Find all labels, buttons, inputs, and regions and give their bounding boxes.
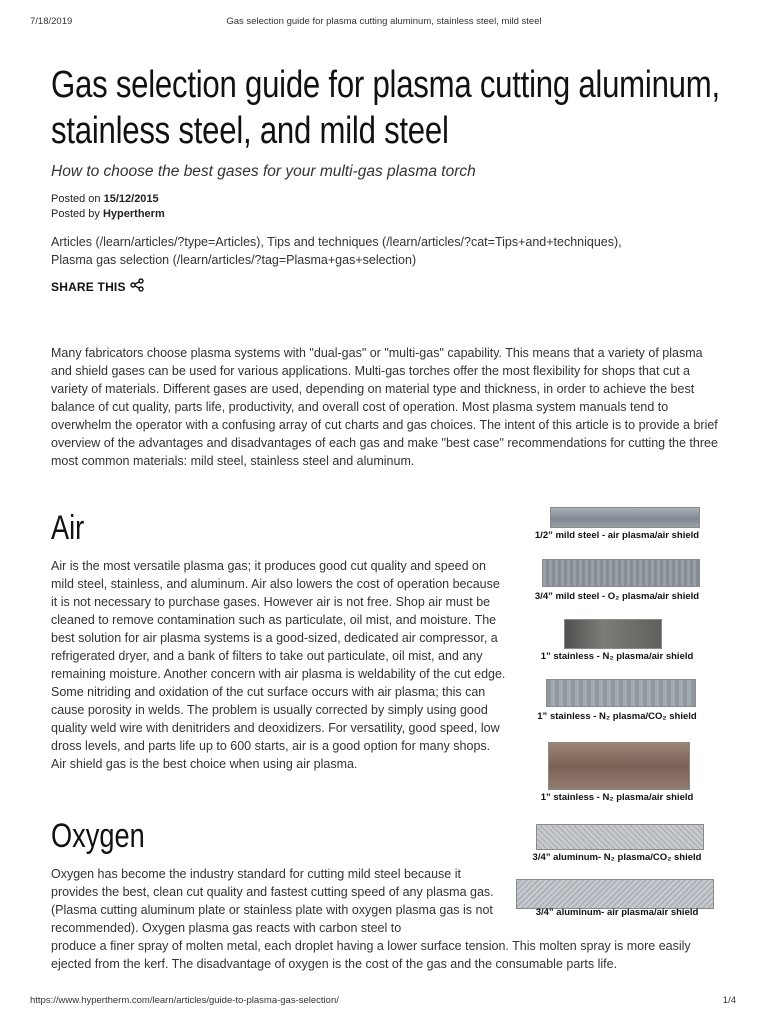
tags-line-2[interactable]: Plasma gas selection (/learn/articles/?tag=Plasma+gas+selection) xyxy=(51,253,417,267)
air-heading: Air xyxy=(51,509,85,547)
cut-sample-caption: 1” stainless - N₂ plasma/air shield xyxy=(540,792,694,803)
oxygen-paragraph-part-1: Oxygen has become the industry standard for cutting mild steel because it provides the best, clean cut quality and fastest cutting speed of any plasma gas. (Plasma cutting aluminum plate or stainless plate with oxygen plasma gas is not recommended). Oxygen plasma gas reacts with carbon steel to xyxy=(51,867,494,935)
posted-on xyxy=(51,192,165,207)
cut-sample-caption: 3/4” aluminum- air plasma/air shield xyxy=(535,907,699,918)
share-icon xyxy=(130,278,144,295)
article-subtitle: How to choose the best gases for your multi-gas plasma torch xyxy=(51,163,476,180)
cut-sample-caption: 3/4” aluminum- N₂ plasma/CO₂ shield xyxy=(532,852,702,863)
oxygen-paragraph-part-2: produce a finer spray of molten metal, each droplet having a lower surface tension. This molten spray is more easily ejected from the kerf. The disadvantage of oxygen is the cost of the gas and the consumable parts life. xyxy=(51,939,691,971)
cut-sample-caption: 1/2” mild steel - air plasma/air shield xyxy=(534,530,700,541)
cut-sample-caption: 1” stainless - N₂ plasma/air shield xyxy=(540,651,694,662)
print-date: 7/18/2019 xyxy=(30,16,73,27)
page-number: 1/4 xyxy=(722,995,736,1006)
print-header xyxy=(0,16,768,30)
cut-sample-photo xyxy=(550,507,700,528)
share-label: SHARE THIS xyxy=(51,279,126,294)
cut-sample-photo xyxy=(546,679,696,707)
posted-by-label: Posted by xyxy=(51,208,100,220)
cut-sample-caption: 3/4” mild steel - O₂ plasma/air shield xyxy=(534,591,700,602)
share-button[interactable] xyxy=(51,278,144,295)
posted-by-author[interactable]: Hypertherm xyxy=(102,208,165,220)
intro-paragraph: Many fabricators choose plasma systems with "dual-gas" or "multi-gas" capability. This means that a variety of plasma and shield gases can be used for various applications. Multi-gas torches offer the most flexibility for shops that cut a variety of materials. Different gases are used, depending on material type and thickness, in order to achieve the best balance of cut quality, parts life, productivity, and overall cost of operation. Most plasma system manuals tend to overwhelm the operator with a confusing array of cut charts and gas choices. The intent of this article is to provide a brief overview of the advantages and disadvantages of each gas and make "best case" recommendations for cutting the three most common materials: mild steel, stainless steel and aluminum. xyxy=(51,346,718,468)
tags-line-1[interactable]: Articles (/learn/articles/?type=Articles), Tips and techniques (/learn/articles/?cat=Tips+and+techniques), xyxy=(51,235,622,249)
cut-sample-caption: 1” stainless - N₂ plasma/CO₂ shield xyxy=(537,711,697,722)
cut-sample-photo xyxy=(548,742,690,790)
cut-sample-photo xyxy=(516,879,714,909)
posted-on-date: 15/12/2015 xyxy=(103,193,159,205)
article-title: Gas selection guide for plasma cutting aluminum, stainless steel, and mild steel xyxy=(51,64,720,152)
posted-by xyxy=(51,207,165,222)
post-meta xyxy=(51,192,165,222)
cut-sample-photo xyxy=(536,824,704,850)
page-url[interactable]: https://www.hypertherm.com/learn/articles/guide-to-plasma-gas-selection/ xyxy=(30,995,339,1006)
air-paragraph: Air is the most versatile plasma gas; it produces good cut quality and speed on mild steel, stainless, and aluminum. Air also lowers the cost of operation because it is not necessary to purchase gases. However air is not free. Shop air must be cleaned to remove contamination such as particulate, oil mist, and moisture. The best solution for air plasma systems is a good-sized, dedicated air compressor, a refrigerated dryer, and a bank of filters to take out particulate, oil mist, and any remaining moisture. Another concern with air plasma is weldability of the cut edge. Some nitriding and oxidation of the cut surface occurs with air plasma; this can cause porosity in welds. The problem is usually corrected by simply using good quality weld wire with denitriders and deoxidizers. For versatility, good speed, low dross levels, and parts life up to 600 starts, air is a good option for many shops. Air shield gas is the best choice when using air plasma. xyxy=(51,559,506,771)
article-tags xyxy=(51,233,731,269)
cut-sample-photo xyxy=(564,619,662,649)
print-page-title: Gas selection guide for plasma cutting aluminum, stainless steel, mild steel xyxy=(226,16,542,27)
posted-on-label: Posted on xyxy=(51,193,101,205)
oxygen-heading: Oxygen xyxy=(51,817,145,855)
cut-sample-photo xyxy=(542,559,700,587)
